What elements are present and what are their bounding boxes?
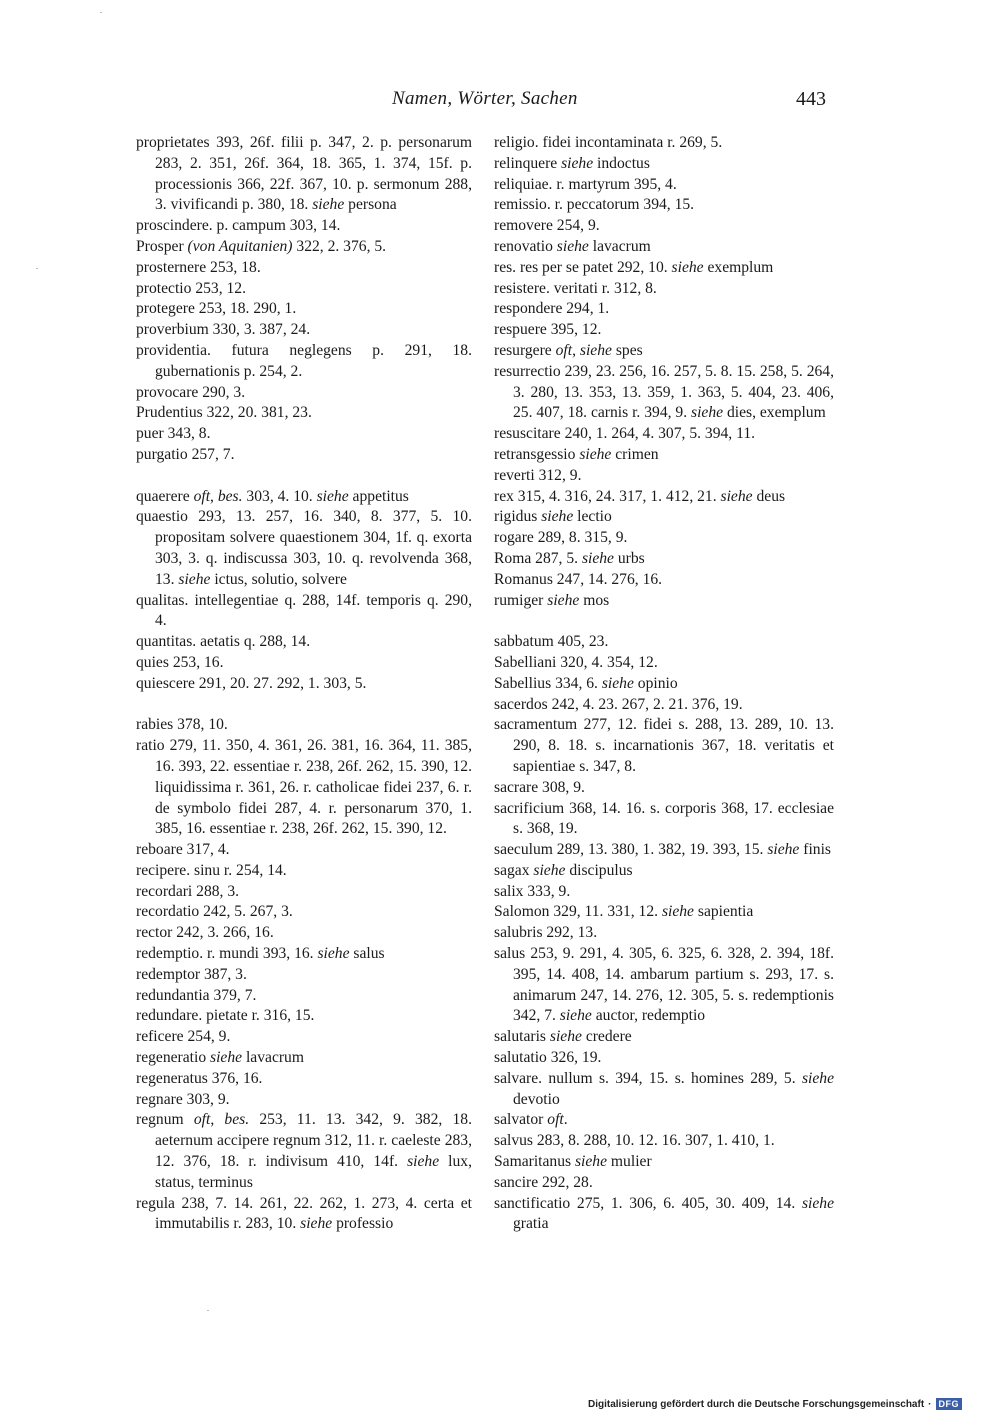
index-entry: sacerdos 242, 4. 23. 267, 2. 21. 376, 19.: [494, 695, 743, 713]
index-entry: reliquiae. r. martyrum 395, 4.: [494, 175, 677, 193]
index-entry: salvator oft.: [494, 1111, 568, 1129]
index-entry: remissio. r. peccatorum 394, 15.: [494, 196, 695, 214]
index-entry: ratio 279, 11. 350, 4. 361, 26. 381, 16. 364, 11. 385, 16. 393, 22. essentiae r. 238, 26f. 262, 15. 390, 12. liquidissima r. 361, 26. r. catholicae fidei 237, 6. r. de symbolo fidei 287, 4. r. personarum 370, 1. 385, 16. essentiae r. 238, 26f. 262, 15. 390, 12.: [136, 737, 472, 838]
index-entry: recordari 288, 3.: [136, 882, 240, 900]
index-entry: respondere 294, 1.: [494, 300, 610, 318]
index-entry: Prosper (von Aquitanien) 322, 2. 376, 5.: [136, 237, 387, 255]
footer-text: Digitalisierung gefördert durch die Deutsche Forschungsgemeinschaft: [587, 1398, 925, 1410]
index-entry: retransgessio siehe crimen: [494, 445, 659, 463]
index-entry: rogare 289, 8. 315, 9.: [494, 529, 628, 547]
index-entry: sagax siehe discipulus: [494, 861, 633, 879]
index-entry: qualitas. intellegentiae q. 288, 14f. temporis q. 290, 4.: [136, 591, 472, 630]
index-entry: providentia. futura neglegens p. 291, 18. gubernationis p. 254, 2.: [136, 341, 472, 380]
index-entry: rex 315, 4. 316, 24. 317, 1. 412, 21. siehe deus: [494, 487, 786, 505]
index-entry: saeculum 289, 13. 380, 1. 382, 19. 393, 15. siehe finis: [494, 841, 831, 859]
index-entry: quiescere 291, 20. 27. 292, 1. 303, 5.: [136, 674, 367, 692]
index-entry: Sabellius 334, 6. siehe opinio: [494, 674, 678, 692]
digitization-credit: [588, 1398, 962, 1410]
index-entry: religio. fidei incontaminata r. 269, 5.: [494, 134, 723, 151]
index-entry: salutaris siehe credere: [494, 1028, 632, 1046]
index-entry: sabbatum 405, 23.: [494, 633, 609, 651]
index-entry: salus 253, 9. 291, 4. 305, 6. 325, 6. 328, 2. 394, 18f. 395, 14. 408, 14. ambarum partium s. 293, 17. s. animarum 247, 14. 276, 12. 305, 5. s. redemptionis 342, 7. siehe auctor, redemptio: [494, 945, 834, 1025]
index-entry: resurrectio 239, 23. 256, 16. 257, 5. 8. 15. 258, 5. 264, 3. 280, 13. 353, 13. 359, 1. 363, 5. 404, 23. 406, 25. 407, 18. carnis r. 394, 9. siehe dies, exemplum: [494, 362, 834, 422]
index-entry: resuscitare 240, 1. 264, 4. 307, 5. 394, 11.: [494, 425, 756, 443]
index-entry: puer 343, 8.: [136, 425, 211, 443]
index-entry: salutatio 326, 19.: [494, 1049, 602, 1067]
index-entry: regeneratio siehe lavacrum: [136, 1049, 304, 1067]
index-entry: salubris 292, 13.: [494, 924, 598, 942]
index-entry: Prudentius 322, 20. 381, 23.: [136, 404, 312, 422]
index-entry: sacrare 308, 9.: [494, 778, 585, 796]
index-entry: quaerere oft, bes. 303, 4. 10. siehe appetitus: [136, 487, 409, 505]
index-entry: Salomon 329, 11. 331, 12. siehe sapientia: [494, 903, 754, 921]
index-entry: regnare 303, 9.: [136, 1090, 230, 1108]
index-column-left: [136, 133, 472, 1235]
page-number: 443: [796, 88, 826, 110]
index-entry: redundantia 379, 7.: [136, 986, 257, 1004]
index-entry: recordatio 242, 5. 267, 3.: [136, 903, 293, 921]
index-entry: rector 242, 3. 266, 16.: [136, 924, 274, 942]
index-entry: res. res per se patet 292, 10. siehe exemplum: [494, 258, 774, 276]
index-entry: reverti 312, 9.: [494, 466, 582, 484]
index-entry: regula 238, 7. 14. 261, 22. 262, 1. 273, 4. certa et immutabilis r. 283, 10. siehe professio: [136, 1194, 472, 1233]
section-gap: [136, 695, 472, 716]
index-entry: sacramentum 277, 12. fidei s. 288, 13. 289, 10. 13. 290, 8. 18. s. incarnationis 367, 18. veritatis et sapientiae s. 347, 8.: [494, 716, 834, 775]
index-entry: resistere. veritati r. 312, 8.: [494, 279, 657, 297]
index-entry: prosternere 253, 18.: [136, 258, 261, 276]
index-entry: rumiger siehe mos: [494, 591, 610, 609]
index-column-right: [494, 133, 834, 1235]
scan-artifact: [36, 268, 38, 269]
index-entry: protectio 253, 12.: [136, 279, 247, 297]
index-entry: regeneratus 376, 16.: [136, 1069, 263, 1087]
index-entry: rigidus siehe lectio: [494, 508, 612, 526]
index-entry: relinquere siehe indoctus: [494, 154, 650, 172]
index-entry: proverbium 330, 3. 387, 24.: [136, 321, 311, 339]
index-entry: sancire 292, 28.: [494, 1173, 593, 1191]
index-entry: salvus 283, 8. 288, 10. 12. 16. 307, 1. 410, 1.: [494, 1132, 775, 1150]
index-entry: Romanus 247, 14. 276, 16.: [494, 570, 663, 588]
index-entry: reficere 254, 9.: [136, 1028, 231, 1046]
index-entry: quaestio 293, 13. 257, 16. 340, 8. 377, 5. 10. propositam solvere quaestionem 304, 1f. q. exorta 303, 3. q. indiscussa 303, 10. q. revolvenda 368, 13. siehe ictus, solutio, solvere: [136, 508, 472, 588]
index-entry: salvare. nullum s. 394, 15. s. homines 289, 5. siehe devotio: [494, 1069, 834, 1108]
index-entry: reboare 317, 4.: [136, 841, 230, 859]
index-entry: removere 254, 9.: [494, 217, 600, 235]
index-entry: Sabelliani 320, 4. 354, 12.: [494, 653, 658, 671]
index-entry: respuere 395, 12.: [494, 321, 602, 339]
index-entry: proscindere. p. campum 303, 14.: [136, 217, 341, 235]
index-entry: Samaritanus siehe mulier: [494, 1153, 652, 1171]
index-entry: rabies 378, 10.: [136, 716, 228, 734]
index-entry: quantitas. aetatis q. 288, 14.: [136, 633, 311, 651]
scan-artifact: [100, 12, 102, 13]
index-entry: sacrificium 368, 14. 16. s. corporis 368, 17. ecclesiae s. 368, 19.: [494, 799, 834, 838]
scan-artifact: [207, 1310, 209, 1311]
index-entry: Roma 287, 5. siehe urbs: [494, 549, 645, 567]
index-entry: regnum oft, bes. 253, 11. 13. 342, 9. 382, 18. aeternum accipere regnum 312, 11. r. caeleste 283, 12. 376, 18. r. indivisum 410, 14f. siehe lux, status, terminus: [136, 1111, 472, 1191]
index-entry: quies 253, 16.: [136, 653, 224, 671]
section-gap: [136, 466, 472, 487]
index-entry: proprietates 393, 26f. filii p. 347, 2. p. personarum 283, 2. 351, 26f. 364, 18. 365, 1. 374, 15f. p. processionis 366, 22f. 367, 10. p. sermonum 288, 3. vivificandi p. 380, 18. siehe persona: [136, 134, 472, 214]
dfg-logo: DFG: [936, 1398, 963, 1410]
index-entry: recipere. sinu r. 254, 14.: [136, 861, 287, 879]
index-entry: renovatio siehe lavacrum: [494, 237, 651, 255]
index-entry: redemptor 387, 3.: [136, 965, 247, 983]
index-entry: resurgere oft, siehe spes: [494, 341, 643, 359]
running-title: Namen, Wörter, Sachen: [392, 88, 578, 109]
index-entry: provocare 290, 3.: [136, 383, 246, 401]
index-entry: redemptio. r. mundi 393, 16. siehe salus: [136, 945, 385, 963]
index-entry: protegere 253, 18. 290, 1.: [136, 300, 297, 318]
section-gap: [494, 611, 834, 632]
footer-dot: ·: [928, 1398, 932, 1410]
index-entry: salix 333, 9.: [494, 882, 571, 900]
index-entry: sanctificatio 275, 1. 306, 6. 405, 30. 409, 14. siehe gratia: [494, 1194, 834, 1233]
index-entry: redundare. pietate r. 316, 15.: [136, 1007, 315, 1025]
index-entry: purgatio 257, 7.: [136, 445, 235, 463]
